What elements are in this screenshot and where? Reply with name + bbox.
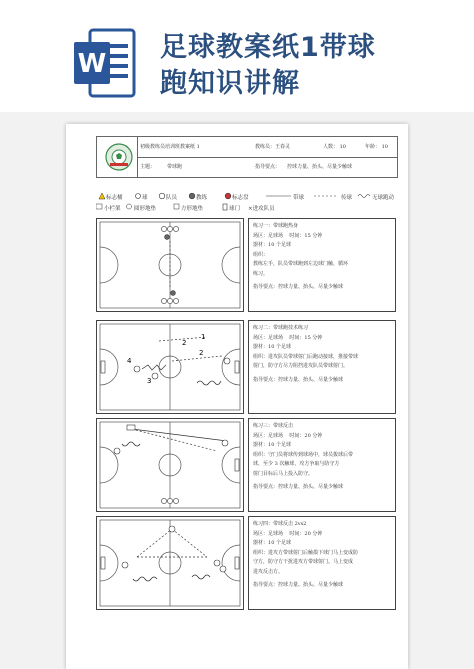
marker-cone-icon (99, 193, 105, 199)
drill-notes-3: 练习三：带球反击 场区：足球场 时间：20 分钟 器材：10 个足球 组织：守门员将球传到球场中，球员拨球后带 球，至少 3 次触球，攻方争取与防守方 射门目标后马上投入防守。 指导要点：控球力量、抬头、尽量少触球 (248, 418, 396, 512)
legend-coach: 教练 (196, 195, 208, 201)
pitch-svg-4 (97, 517, 243, 609)
drill-key-2: 指导要点：控球力量、抬头、尽量少触球 (253, 376, 344, 383)
drill-label-4: 4 (127, 357, 132, 365)
document-page (66, 124, 408, 669)
coach-name: 教练员：王春灵 (255, 144, 291, 150)
drill-title-4: 练习四：带球反击 2vs2 (253, 521, 307, 527)
word-letter: W (77, 49, 107, 79)
drill-block-2 (96, 320, 396, 414)
key-points-label: 指导要点： (255, 164, 281, 170)
topic-value: 带球跑 (167, 164, 183, 170)
title-line-1: 足球教案纸1带球 (160, 32, 376, 63)
pitch-diagram-3 (96, 418, 244, 512)
info-row-1 (137, 137, 397, 157)
drill-title-1: 练习一：带球跑热身 (253, 223, 299, 229)
drill-label-1: 1 (201, 333, 206, 341)
drill-label-2b: 2 (199, 349, 204, 357)
legend-small-goal: 小栏架 (104, 206, 121, 212)
circle-mat-icon (127, 204, 132, 209)
goal-icon (223, 204, 227, 210)
symbol-legend (96, 192, 396, 212)
people-count: 人数： 10 (323, 144, 346, 150)
drill-key-3: 指导要点：控球力量、抬头、尽量少触球 (253, 484, 344, 490)
legend-marker: 标志桶 (106, 195, 123, 201)
legend-player: 队员 (166, 195, 178, 201)
word-document-icon (74, 28, 136, 98)
legend-goal: 球门 (229, 206, 241, 212)
legend-square: 方形地垫 (181, 206, 204, 212)
legend-disc: 标志盘 (232, 195, 249, 201)
legend-circle: 圆形地垫 (134, 206, 157, 212)
drill-title-3: 练习三：带球反击 (253, 423, 294, 429)
drill-notes-4: 练习四：带球反击 2vs2 场区：足球场 时间：20 分钟 器材：10 个足球 组织：进攻方带球射门后触摸下球门马上变成防 守方，防守方干扰进攻方带球射门。马上变成 进攻反击方。 指导要点：控球力量、抬头、尽量少触球 (248, 516, 396, 610)
pitch-svg-1 (97, 219, 243, 311)
football-association-logo-icon (105, 143, 133, 171)
drill-label-2a: 2 (182, 339, 187, 347)
legend-ball: 球 (142, 195, 148, 201)
legend-pass: 传球 (341, 195, 353, 201)
drill-title-2: 练习二：带球跑技术练习 (253, 325, 309, 331)
legend-run: 无球跑动 (372, 195, 395, 201)
page-title (160, 30, 460, 102)
player-icon (159, 193, 165, 199)
drill-block-4 (96, 516, 396, 610)
pitch-svg-3 (97, 419, 243, 511)
small-hurdle-icon (96, 204, 102, 209)
key-points-value: 控球力量、抬头、尽量少触球 (287, 164, 353, 170)
topic-label: 主题： (140, 164, 156, 170)
coach-icon (189, 193, 195, 199)
drill-notes-2: 练习二：带球跑技术练习 场区：足球场 时间：15 分钟 器材：10 个足球 组织：进攻队员带球射门后跑动接球，推接带球 射门，防守方尽力阻挡进攻队员带球射门。 指导要点：控球力量、抬头、尽量少触球 (248, 320, 396, 414)
title-line-2: 跑知识讲解 (160, 68, 300, 99)
lesson-info-table (96, 136, 398, 178)
drill-key-4: 指导要点：控球力量、抬头、尽量少触球 (253, 582, 344, 588)
drill-key-1: 指导要点：控球力量、抬头、尽量少触球 (253, 284, 344, 290)
drill-notes-1: 练习一：带球跑热身 场区：足球场 时间：15 分钟 器材：10 个足球 组织： 教练左手，队员带球跑到左边球门触，循环 练习。 指导要点：控球力量、抬头、尽量少触球 (248, 218, 396, 312)
drill-block-1 (96, 218, 396, 312)
info-row-2 (137, 157, 397, 177)
pitch-svg-2 (97, 321, 243, 413)
legend-dribble: 带球 (293, 195, 305, 201)
pitch-diagram-1 (96, 218, 244, 312)
pitch-diagram-2 (96, 320, 244, 414)
age-value: 年龄： 10 (365, 144, 388, 150)
drill-label-3: 3 (147, 377, 152, 385)
drill-block-3 (96, 418, 396, 512)
pitch-diagram-4 (96, 516, 244, 610)
ball-icon (136, 194, 141, 199)
disc-icon (225, 193, 231, 199)
class-name: 初级教练员培训班教案纸 1 (140, 144, 200, 150)
preview-header (0, 0, 474, 112)
legend-attack: ×进攻队员 (248, 206, 275, 212)
square-mat-icon (174, 204, 179, 209)
